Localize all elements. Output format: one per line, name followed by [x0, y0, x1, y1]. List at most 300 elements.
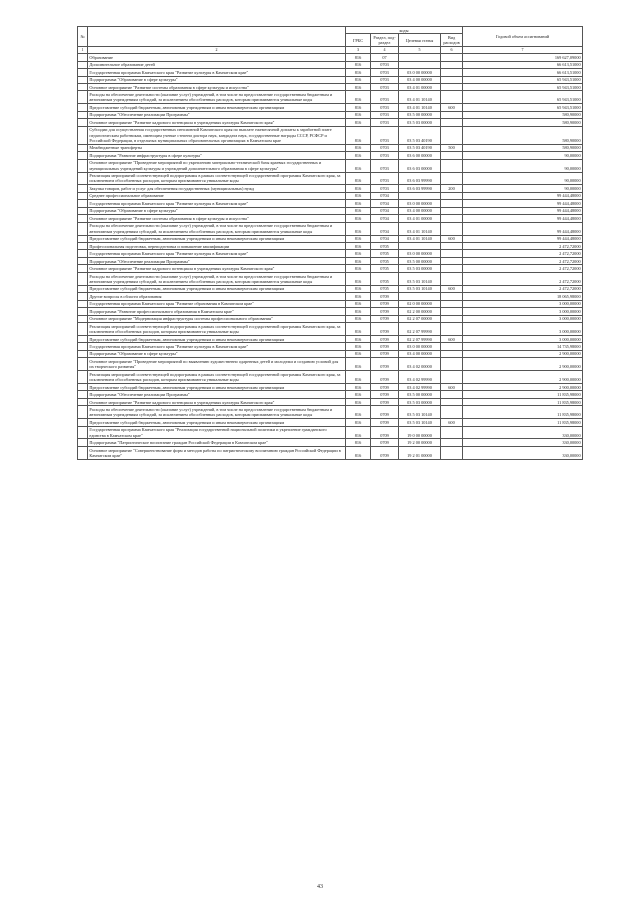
expense-type-cell: [441, 391, 463, 398]
grbs-code-cell: 816: [346, 192, 371, 199]
expense-name-cell: Реализация мероприятий соответствующей подпрограммы в рамках соответствующей государственной программы Камчатского края, за исключением обособленных расходов, которым присваиваются уникальные коды: [88, 172, 346, 185]
expense-name-cell: Предоставление субсидий бюджетным, автономным учреждениям и иным некоммерческим организациям: [88, 104, 346, 111]
section-code-cell: 0704: [371, 200, 399, 207]
section-code-cell: 0705: [371, 243, 399, 250]
expense-name-cell: Закупка товаров, работ и услуг для обеспечения государственных (муниципальных) нужд: [88, 185, 346, 192]
table-row: [78, 285, 583, 292]
expense-name-cell: Предоставление субсидий бюджетным, автономным учреждениям и иным некоммерческим организациям: [88, 383, 346, 390]
table-row: [78, 222, 583, 235]
table-row: [78, 358, 583, 371]
section-code-cell: 0709: [371, 358, 399, 371]
section-code-cell: 0703: [371, 61, 399, 68]
amount-cell: 66 613,51000: [463, 69, 583, 76]
expense-type-cell: [441, 446, 463, 459]
grbs-code-cell: 816: [346, 391, 371, 398]
section-code-cell: 0703: [371, 152, 399, 159]
section-code-cell: 0703: [371, 69, 399, 76]
amount-cell: 65 943,51000: [463, 104, 583, 111]
grbs-code-cell: 816: [346, 398, 371, 405]
amount-cell: 11 835,98000: [463, 398, 583, 405]
grbs-code-cell: 816: [346, 185, 371, 192]
article-code-cell: [399, 293, 441, 300]
article-code-cell: 03 4 00 00000: [399, 350, 441, 357]
expense-type-cell: [441, 54, 463, 61]
section-code-cell: 07: [371, 54, 399, 61]
article-code-cell: 03 5 00 00000: [399, 391, 441, 398]
article-code-cell: 03 0 00 00000: [399, 69, 441, 76]
article-code-cell: 03 4 02 99990: [399, 383, 441, 390]
article-code-cell: 03 5 03 40190: [399, 144, 441, 151]
expense-type-cell: [441, 358, 463, 371]
section-code-cell: 0703: [371, 83, 399, 90]
amount-cell: 2 472,72000: [463, 243, 583, 250]
section-code-cell: 0703: [371, 144, 399, 151]
table-row: [78, 235, 583, 242]
section-code-cell: 0704: [371, 222, 399, 235]
table-row: [78, 215, 583, 222]
expense-type-cell: [441, 200, 463, 207]
article-code-cell: 03 5 00 00000: [399, 111, 441, 118]
row-number-cell: [78, 61, 88, 68]
amount-cell: 18 065,98000: [463, 293, 583, 300]
grbs-code-cell: 816: [346, 406, 371, 419]
amount-cell: 580,90000: [463, 119, 583, 126]
amount-cell: 2 472,72000: [463, 250, 583, 257]
amount-cell: 3 000,00000: [463, 335, 583, 342]
column-number: 2: [88, 47, 346, 54]
table-row: [78, 343, 583, 350]
expense-name-cell: Расходы на обеспечение деятельности (оказание услуг) учреждений, в том числе на предоставление государственным бюджетным и автономным учреждениям субсидий, за исключением обособленных расходов, которым присваиваются уникальные коды: [88, 222, 346, 235]
row-number-cell: [78, 300, 88, 307]
row-number-cell: [78, 383, 88, 390]
amount-cell: 2 900,00000: [463, 358, 583, 371]
section-code-cell: 0709: [371, 323, 399, 336]
grbs-code-cell: 816: [346, 69, 371, 76]
row-number-cell: [78, 406, 88, 419]
article-code-cell: 03 5 03 00000: [399, 119, 441, 126]
expense-type-cell: [441, 371, 463, 384]
article-code-cell: 03 4 01 10140: [399, 91, 441, 104]
table-row: [78, 54, 583, 61]
expense-name-cell: Межбюджетные трансферты: [88, 144, 346, 151]
grbs-code-cell: 816: [346, 235, 371, 242]
grbs-code-cell: 816: [346, 257, 371, 264]
amount-cell: 90,00000: [463, 159, 583, 172]
column-numbering-row: [78, 47, 583, 54]
expense-name-cell: Основное мероприятие "Модернизация инфраструктуры системы профессионального образования": [88, 315, 346, 322]
expense-name-cell: Предоставление субсидий бюджетным, автономным учреждениям и иным некоммерческим организациям: [88, 419, 346, 426]
article-code-cell: [399, 192, 441, 199]
amount-cell: 2 900,00000: [463, 383, 583, 390]
expense-name-cell: Расходы на обеспечение деятельности (оказание услуг) учреждений, в том числе на предоставление государственным бюджетным и автономным учреждениям субсидий, за исключением обособленных расходов, которым присваиваются уникальные коды: [88, 406, 346, 419]
table-row: [78, 104, 583, 111]
grbs-code-cell: 816: [346, 144, 371, 151]
table-row: [78, 446, 583, 459]
article-code-cell: 03 4 02 00000: [399, 358, 441, 371]
table-row: [78, 250, 583, 257]
expense-name-cell: Подпрограмма "Патриотическое воспитание граждан Российской Федерации в Камчатском крае": [88, 439, 346, 446]
grbs-code-cell: 816: [346, 293, 371, 300]
row-number-cell: [78, 323, 88, 336]
expense-name-cell: Основное мероприятие "Развитие кадрового потенциала в учреждениях культуры Камчатского края": [88, 398, 346, 405]
row-number-cell: [78, 54, 88, 61]
expense-name-cell: Подпрограмма "Образование в сфере культуры": [88, 350, 346, 357]
amount-cell: 99 444,48000: [463, 222, 583, 235]
expense-name-cell: Основное мероприятие "Проведение мероприятий по укреплению материально-технической базы краевых государственных и муниципальных учреждений культуры и учреждений дополнительного образования в сфере культуры": [88, 159, 346, 172]
article-code-cell: 03 4 01 10140: [399, 235, 441, 242]
table-row: [78, 315, 583, 322]
amount-cell: 99 444,48000: [463, 192, 583, 199]
expense-type-cell: 600: [441, 335, 463, 342]
row-number-cell: [78, 272, 88, 285]
amount-cell: 2 900,00000: [463, 350, 583, 357]
section-code-cell: 0705: [371, 250, 399, 257]
row-number-cell: [78, 69, 88, 76]
amount-cell: 99 444,48000: [463, 235, 583, 242]
row-number-cell: [78, 119, 88, 126]
row-number-cell: [78, 308, 88, 315]
expense-name-cell: Предоставление субсидий бюджетным, автономным учреждениям и иным некоммерческим организациям: [88, 235, 346, 242]
expense-name-cell: Другие вопросы в области образования: [88, 293, 346, 300]
section-code-cell: 0703: [371, 91, 399, 104]
amount-cell: 2 900,00000: [463, 371, 583, 384]
expense-type-cell: 600: [441, 104, 463, 111]
expense-type-cell: 600: [441, 285, 463, 292]
row-number-cell: [78, 439, 88, 446]
grbs-code-cell: 816: [346, 222, 371, 235]
article-code-cell: 03 4 00 00000: [399, 207, 441, 214]
table-row: [78, 398, 583, 405]
amount-cell: 2 472,72000: [463, 257, 583, 264]
expense-type-cell: [441, 192, 463, 199]
grbs-code-cell: 816: [346, 272, 371, 285]
expense-type-cell: [441, 172, 463, 185]
expense-type-cell: [441, 152, 463, 159]
expense-type-cell: 500: [441, 144, 463, 151]
amount-cell: 66 613,51000: [463, 61, 583, 68]
section-code-cell: 0705: [371, 265, 399, 272]
row-number-cell: [78, 446, 88, 459]
section-code-cell: 0709: [371, 406, 399, 419]
row-number-cell: [78, 126, 88, 144]
grbs-code-cell: 816: [346, 83, 371, 90]
expense-name-cell: Государственная программа Камчатского края "Развитие культуры в Камчатском крае": [88, 343, 346, 350]
expense-type-cell: [441, 111, 463, 118]
table-row: [78, 272, 583, 285]
article-code-cell: 03 4 01 10140: [399, 222, 441, 235]
expense-type-cell: [441, 265, 463, 272]
article-code-cell: 03 6 00 00000: [399, 152, 441, 159]
expense-name-cell: Реализация мероприятий соответствующей подпрограммы в рамках соответствующей государственной программы Камчатского края, за исключением обособленных расходов, которым присваиваются уникальные коды: [88, 323, 346, 336]
amount-cell: 3 000,00000: [463, 315, 583, 322]
row-number-cell: [78, 185, 88, 192]
row-number-cell: [78, 350, 88, 357]
expense-type-cell: 600: [441, 383, 463, 390]
expense-type-cell: [441, 398, 463, 405]
table-row: [78, 83, 583, 90]
article-code-cell: [399, 54, 441, 61]
amount-cell: 330,00000: [463, 446, 583, 459]
expense-type-cell: [441, 350, 463, 357]
expense-name-cell: Подпрограмма "Обеспечение реализации Программы": [88, 111, 346, 118]
grbs-code-cell: 816: [346, 308, 371, 315]
section-code-cell: 0705: [371, 257, 399, 264]
row-number-cell: [78, 83, 88, 90]
expense-name-cell: Основное мероприятие "Развитие системы образования в сфере культуры и искусства": [88, 215, 346, 222]
article-code-cell: 02 2 07 00000: [399, 315, 441, 322]
table-row: [78, 69, 583, 76]
page-number: 43: [317, 884, 323, 890]
grbs-code-cell: 816: [346, 426, 371, 439]
article-code-cell: 03 0 00 00000: [399, 200, 441, 207]
table-row: [78, 159, 583, 172]
amount-cell: 169 627,09000: [463, 54, 583, 61]
section-code-cell: 0703: [371, 119, 399, 126]
grbs-code-cell: 816: [346, 152, 371, 159]
section-code-cell: 0709: [371, 371, 399, 384]
header-section: Раздел, под-раздел: [371, 34, 399, 47]
table-row: [78, 172, 583, 185]
row-number-cell: [78, 111, 88, 118]
table-row: [78, 419, 583, 426]
expense-name-cell: Образование: [88, 54, 346, 61]
section-code-cell: 0704: [371, 207, 399, 214]
expense-type-cell: [441, 406, 463, 419]
grbs-code-cell: 816: [346, 358, 371, 371]
table-row: [78, 144, 583, 151]
budget-table: [77, 26, 583, 460]
row-number-cell: [78, 200, 88, 207]
row-number-cell: [78, 315, 88, 322]
expense-name-cell: Предоставление субсидий бюджетным, автономным учреждениям и иным некоммерческим организациям: [88, 335, 346, 342]
grbs-code-cell: 816: [346, 265, 371, 272]
amount-cell: 65 943,51000: [463, 76, 583, 83]
grbs-code-cell: 816: [346, 61, 371, 68]
amount-cell: 14 735,98000: [463, 343, 583, 350]
table-row: [78, 119, 583, 126]
table-row: [78, 91, 583, 104]
row-number-cell: [78, 243, 88, 250]
table-row: [78, 391, 583, 398]
amount-cell: 3 000,00000: [463, 308, 583, 315]
grbs-code-cell: 816: [346, 371, 371, 384]
expense-name-cell: Предоставление субсидий бюджетным, автономным учреждениям и иным некоммерческим организациям: [88, 285, 346, 292]
grbs-code-cell: 816: [346, 323, 371, 336]
expense-type-cell: [441, 426, 463, 439]
grbs-code-cell: 816: [346, 250, 371, 257]
row-number-cell: [78, 398, 88, 405]
amount-cell: 580,90000: [463, 144, 583, 151]
amount-cell: 65 943,51000: [463, 83, 583, 90]
section-code-cell: 0705: [371, 272, 399, 285]
section-code-cell: 0709: [371, 391, 399, 398]
expense-name-cell: Подпрограмма "Образование в сфере культуры": [88, 207, 346, 214]
section-code-cell: 0705: [371, 285, 399, 292]
row-number-cell: [78, 152, 88, 159]
expense-name-cell: Основное мероприятие "Развитие кадрового потенциала в учреждениях культуры Камчатского края": [88, 119, 346, 126]
section-code-cell: 0709: [371, 308, 399, 315]
article-code-cell: 03 6 03 00000: [399, 159, 441, 172]
article-code-cell: 03 4 01 00000: [399, 215, 441, 222]
column-number: 3: [346, 47, 371, 54]
row-number-cell: [78, 250, 88, 257]
section-code-cell: 0709: [371, 350, 399, 357]
column-number: 7: [463, 47, 583, 54]
article-code-cell: 03 6 03 99990: [399, 185, 441, 192]
section-code-cell: 0709: [371, 446, 399, 459]
article-code-cell: 03 5 03 10140: [399, 272, 441, 285]
row-number-cell: [78, 207, 88, 214]
expense-name-cell: Основное мероприятие "Совершенствование форм и методов работы по патриотическому воспитанию граждан Российской Федерации в Камчатском крае": [88, 446, 346, 459]
article-code-cell: 03 5 03 10140: [399, 406, 441, 419]
table-row: [78, 61, 583, 68]
section-code-cell: 0704: [371, 235, 399, 242]
expense-name-cell: Основное мероприятие "Развитие системы образования в сфере культуры и искусства": [88, 83, 346, 90]
amount-cell: 2 472,72000: [463, 285, 583, 292]
expense-type-cell: [441, 91, 463, 104]
expense-name-cell: Государственная программа Камчатского края "Развитие культуры в Камчатском крае": [88, 69, 346, 76]
amount-cell: 11 835,98000: [463, 419, 583, 426]
section-code-cell: 0703: [371, 111, 399, 118]
section-code-cell: 0709: [371, 426, 399, 439]
row-number-cell: [78, 371, 88, 384]
row-number-cell: [78, 235, 88, 242]
grbs-code-cell: 816: [346, 439, 371, 446]
section-code-cell: 0709: [371, 293, 399, 300]
article-code-cell: [399, 243, 441, 250]
grbs-code-cell: 816: [346, 159, 371, 172]
expense-type-cell: [441, 159, 463, 172]
expense-name-cell: Государственная программа Камчатского края "Развитие культуры в Камчатском крае": [88, 200, 346, 207]
section-code-cell: 0709: [371, 343, 399, 350]
expense-type-cell: [441, 315, 463, 322]
expense-type-cell: [441, 308, 463, 315]
grbs-code-cell: 816: [346, 207, 371, 214]
amount-cell: 580,90000: [463, 126, 583, 144]
row-number-cell: [78, 76, 88, 83]
article-code-cell: 03 5 03 10140: [399, 419, 441, 426]
article-code-cell: 19 2 01 00000: [399, 446, 441, 459]
grbs-code-cell: 816: [346, 126, 371, 144]
row-number-cell: [78, 159, 88, 172]
expense-type-cell: [441, 243, 463, 250]
section-code-cell: 0709: [371, 383, 399, 390]
grbs-code-cell: 816: [346, 172, 371, 185]
amount-cell: 90,00000: [463, 185, 583, 192]
section-code-cell: 0709: [371, 335, 399, 342]
article-code-cell: 03 5 03 10140: [399, 285, 441, 292]
section-code-cell: 0709: [371, 300, 399, 307]
section-code-cell: 0703: [371, 159, 399, 172]
article-code-cell: 02 2 00 00000: [399, 308, 441, 315]
expense-name-cell: Среднее профессиональное образование: [88, 192, 346, 199]
expense-name-cell: Дополнительное образование детей: [88, 61, 346, 68]
article-code-cell: 02 0 00 00000: [399, 300, 441, 307]
grbs-code-cell: 816: [346, 315, 371, 322]
table-row: [78, 126, 583, 144]
row-number-cell: [78, 343, 88, 350]
column-number: 4: [371, 47, 399, 54]
section-code-cell: 0703: [371, 76, 399, 83]
expense-name-cell: Подпрограмма "Обеспечение реализации Программы": [88, 257, 346, 264]
grbs-code-cell: 816: [346, 200, 371, 207]
table-row: [78, 111, 583, 118]
table-row: [78, 152, 583, 159]
row-number-cell: [78, 91, 88, 104]
expense-name-cell: Государственная программа Камчатского края "Развитие образования в Камчатском крае": [88, 300, 346, 307]
expense-type-cell: 600: [441, 235, 463, 242]
amount-cell: 11 835,98000: [463, 391, 583, 398]
section-code-cell: 0703: [371, 126, 399, 144]
section-code-cell: 0703: [371, 185, 399, 192]
article-code-cell: 03 4 00 00000: [399, 76, 441, 83]
row-number-cell: [78, 358, 88, 371]
column-number: 1: [78, 47, 88, 54]
expense-type-cell: [441, 300, 463, 307]
row-number-cell: [78, 215, 88, 222]
article-code-cell: 02 2 07 99990: [399, 335, 441, 342]
amount-cell: 2 472,72000: [463, 265, 583, 272]
table-row: [78, 185, 583, 192]
expense-type-cell: [441, 83, 463, 90]
row-number-cell: [78, 222, 88, 235]
table-row: [78, 350, 583, 357]
table-header: [78, 27, 583, 54]
expense-type-cell: [441, 207, 463, 214]
section-code-cell: 0703: [371, 104, 399, 111]
expense-type-cell: [441, 119, 463, 126]
article-code-cell: 19 2 00 00000: [399, 439, 441, 446]
article-code-cell: 03 5 00 00000: [399, 257, 441, 264]
table-row: [78, 439, 583, 446]
amount-cell: 3 000,00000: [463, 323, 583, 336]
expense-type-cell: [441, 323, 463, 336]
amount-cell: 330,00000: [463, 426, 583, 439]
article-code-cell: 03 5 03 00000: [399, 265, 441, 272]
row-number-cell: [78, 257, 88, 264]
article-code-cell: [399, 61, 441, 68]
expense-type-cell: [441, 61, 463, 68]
table-row: [78, 383, 583, 390]
budget-sheet: [77, 26, 582, 460]
expense-name-cell: Основное мероприятие "Развитие кадрового потенциала в учреждениях культуры Камчатского края": [88, 265, 346, 272]
table-row: [78, 426, 583, 439]
expense-name-cell: Подпрограмма "Развитие инфраструктуры в сфере культуры": [88, 152, 346, 159]
table-row: [78, 192, 583, 199]
row-number-cell: [78, 285, 88, 292]
section-code-cell: 0709: [371, 419, 399, 426]
amount-cell: 11 835,98000: [463, 406, 583, 419]
article-code-cell: 03 4 02 99990: [399, 371, 441, 384]
table-row: [78, 200, 583, 207]
expense-name-cell: Подпрограмма "Образование в сфере культуры": [88, 76, 346, 83]
row-number-cell: [78, 192, 88, 199]
column-number: 6: [441, 47, 463, 54]
table-row: [78, 300, 583, 307]
expense-type-cell: [441, 272, 463, 285]
table-row: [78, 257, 583, 264]
expense-name-cell: Государственная программа Камчатского края "Реализация государственной национальной политики и укрепление гражданского единства в Камчатском крае": [88, 426, 346, 439]
expense-name-cell: Подпрограмма "Развитие профессионального образования в Камчатском крае": [88, 308, 346, 315]
grbs-code-cell: 816: [346, 446, 371, 459]
amount-cell: 3 000,00000: [463, 300, 583, 307]
table-row: [78, 335, 583, 342]
table-row: [78, 308, 583, 315]
expense-name-cell: Основное мероприятие "Проведение мероприятий по выявлению художественно одаренных детей и молодежи и созданию условий для их творческого развития": [88, 358, 346, 371]
article-code-cell: 03 0 00 00000: [399, 250, 441, 257]
grbs-code-cell: 816: [346, 343, 371, 350]
grbs-code-cell: 816: [346, 383, 371, 390]
